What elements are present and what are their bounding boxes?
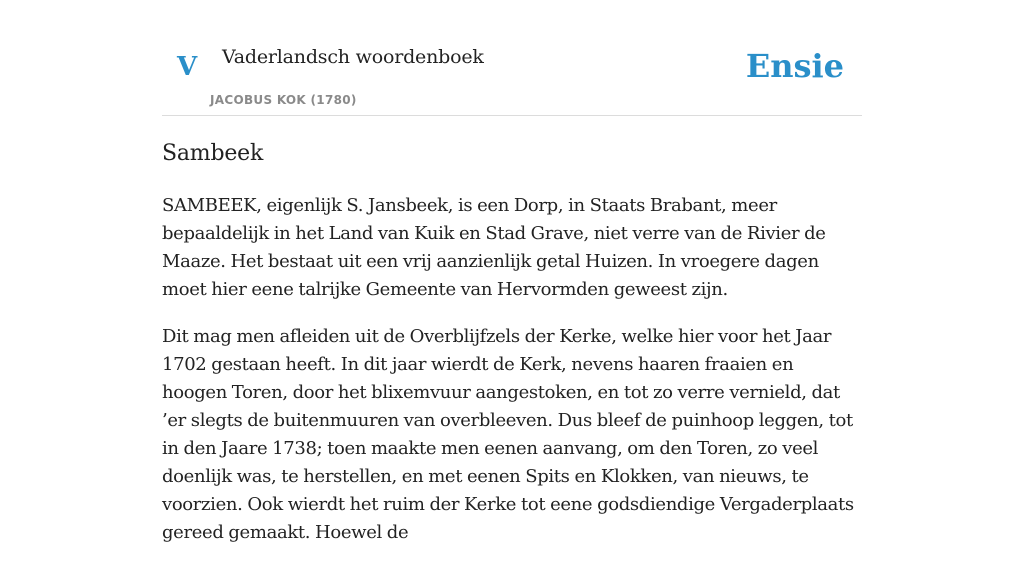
book-initial-badge[interactable]: V — [177, 52, 198, 82]
book-header — [162, 0, 862, 116]
entry-title: Sambeek — [162, 141, 264, 166]
book-author: JACOBUS KOK (1780) — [210, 93, 357, 107]
book-title-link[interactable]: Vaderlandsch woordenboek — [222, 46, 484, 68]
ensie-logo-link[interactable]: Ensie — [745, 47, 844, 85]
entry-body — [162, 192, 862, 566]
entry-paragraph: Dit mag men afleiden uit de Overblijfzels der Kerke, welke hier voor het Jaar 1702 gestaan heeft. In dit jaar wierdt de Kerk, nevens haaren fraaien en hoogen Toren, door het blixemvuur aangestoken, en tot zo verre vernield, dat ’er slegts de buitenmuuren van overbleeven. Dus bleef de puinhoop leggen, tot in den Jaare 1738; toen maakte men eenen aanvang, om den Toren, zo veel doenlijk was, te herstellen, en met eenen Spits en Klokken, van nieuws, te voorzien. Ook wierdt het ruim der Kerke tot eene godsdiendige Vergaderplaats gereed gemaakt. Hoewel de — [162, 326, 854, 543]
page-container — [162, 0, 862, 543]
entry-paragraph: SAMBEEK, eigenlijk S. Jansbeek, is een Dorp, in Staats Brabant, meer bepaaldelijk in het Land van Kuik en Stad Grave, niet verre van de Rivier de Maaze. Het bestaat uit een vrij aanzienlijk getal Huizen. In vroegere dagen moet hier eene talrijke Gemeente van Hervormden geweest zijn. — [162, 195, 826, 300]
